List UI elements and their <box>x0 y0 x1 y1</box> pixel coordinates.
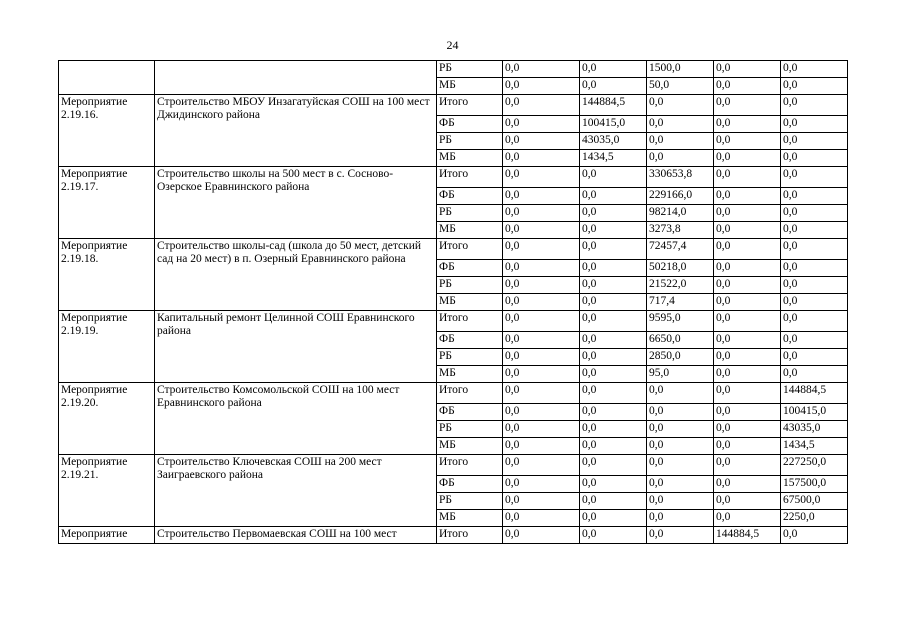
source-cell: МБ <box>437 438 503 455</box>
value-cell: 95,0 <box>647 366 714 383</box>
description-cell <box>155 61 437 95</box>
value-cell: 0,0 <box>781 150 848 167</box>
table-row <box>59 61 848 78</box>
value-cell: 0,0 <box>503 438 580 455</box>
value-cell: 0,0 <box>647 404 714 421</box>
value-cell: 0,0 <box>781 167 848 188</box>
value-cell: 0,0 <box>714 61 781 78</box>
source-cell: Итого <box>437 95 503 116</box>
value-cell: 0,0 <box>781 116 848 133</box>
source-cell: МБ <box>437 222 503 239</box>
value-cell: 72457,4 <box>647 239 714 260</box>
value-cell: 0,0 <box>714 133 781 150</box>
value-cell: 0,0 <box>647 438 714 455</box>
value-cell: 0,0 <box>580 205 647 222</box>
value-cell: 0,0 <box>714 116 781 133</box>
value-cell: 0,0 <box>503 383 580 404</box>
value-cell: 0,0 <box>714 510 781 527</box>
table-row <box>59 95 848 116</box>
value-cell: 0,0 <box>714 95 781 116</box>
value-cell: 0,0 <box>503 167 580 188</box>
value-cell: 0,0 <box>503 527 580 544</box>
value-cell: 0,0 <box>781 332 848 349</box>
value-cell: 0,0 <box>647 95 714 116</box>
value-cell: 0,0 <box>503 404 580 421</box>
value-cell: 0,0 <box>647 476 714 493</box>
value-cell: 0,0 <box>781 188 848 205</box>
value-cell: 0,0 <box>714 239 781 260</box>
value-cell: 67500,0 <box>781 493 848 510</box>
value-cell: 0,0 <box>714 205 781 222</box>
value-cell: 0,0 <box>781 311 848 332</box>
value-cell: 229166,0 <box>647 188 714 205</box>
value-cell: 0,0 <box>647 133 714 150</box>
value-cell: 9595,0 <box>647 311 714 332</box>
value-cell: 0,0 <box>580 404 647 421</box>
value-cell: 0,0 <box>580 527 647 544</box>
value-cell: 1434,5 <box>580 150 647 167</box>
value-cell: 43035,0 <box>580 133 647 150</box>
table-body <box>59 61 848 544</box>
value-cell: 717,4 <box>647 294 714 311</box>
value-cell: 0,0 <box>503 260 580 277</box>
source-cell: ФБ <box>437 260 503 277</box>
value-cell: 0,0 <box>714 188 781 205</box>
value-cell: 100415,0 <box>781 404 848 421</box>
value-cell: 0,0 <box>580 455 647 476</box>
value-cell: 3273,8 <box>647 222 714 239</box>
value-cell: 0,0 <box>714 260 781 277</box>
value-cell: 0,0 <box>647 116 714 133</box>
value-cell: 2850,0 <box>647 349 714 366</box>
source-cell: РБ <box>437 133 503 150</box>
page-number: 24 <box>446 38 459 52</box>
description-cell: Строительство МБОУ Инзагатуйская СОШ на 100 мест Джидинского района <box>155 95 437 167</box>
value-cell: 0,0 <box>580 366 647 383</box>
table-row <box>59 167 848 188</box>
value-cell: 0,0 <box>781 61 848 78</box>
value-cell: 0,0 <box>580 438 647 455</box>
value-cell: 0,0 <box>580 260 647 277</box>
value-cell: 0,0 <box>580 311 647 332</box>
value-cell: 0,0 <box>714 311 781 332</box>
value-cell: 0,0 <box>781 527 848 544</box>
source-cell: Итого <box>437 455 503 476</box>
source-cell: ФБ <box>437 476 503 493</box>
value-cell: 6650,0 <box>647 332 714 349</box>
value-cell: 0,0 <box>503 61 580 78</box>
event-cell <box>59 61 155 95</box>
value-cell: 0,0 <box>503 349 580 366</box>
description-cell: Строительство школы-сад (школа до 50 мест, детский сад на 20 мест) в п. Озерный Еравнинского района <box>155 239 437 311</box>
value-cell: 0,0 <box>503 455 580 476</box>
value-cell: 0,0 <box>503 421 580 438</box>
value-cell: 0,0 <box>781 205 848 222</box>
value-cell: 0,0 <box>781 222 848 239</box>
source-cell: МБ <box>437 510 503 527</box>
table-row <box>59 239 848 260</box>
value-cell: 50218,0 <box>647 260 714 277</box>
value-cell: 0,0 <box>714 78 781 95</box>
event-cell: Мероприятие 2.19.16. <box>59 95 155 167</box>
value-cell: 0,0 <box>781 239 848 260</box>
value-cell: 0,0 <box>503 510 580 527</box>
source-cell: ФБ <box>437 116 503 133</box>
value-cell: 50,0 <box>647 78 714 95</box>
source-cell: Итого <box>437 311 503 332</box>
value-cell: 2250,0 <box>781 510 848 527</box>
value-cell: 157500,0 <box>781 476 848 493</box>
value-cell: 0,0 <box>580 493 647 510</box>
value-cell: 0,0 <box>580 349 647 366</box>
value-cell: 0,0 <box>781 133 848 150</box>
value-cell: 0,0 <box>503 493 580 510</box>
value-cell: 0,0 <box>647 421 714 438</box>
value-cell: 0,0 <box>647 493 714 510</box>
value-cell: 0,0 <box>503 222 580 239</box>
value-cell: 0,0 <box>580 277 647 294</box>
table-row <box>59 383 848 404</box>
value-cell: 0,0 <box>503 239 580 260</box>
source-cell: Итого <box>437 239 503 260</box>
source-cell: МБ <box>437 150 503 167</box>
value-cell: 1434,5 <box>781 438 848 455</box>
value-cell: 0,0 <box>580 78 647 95</box>
value-cell: 0,0 <box>503 116 580 133</box>
value-cell: 43035,0 <box>781 421 848 438</box>
table-row <box>59 311 848 332</box>
value-cell: 227250,0 <box>781 455 848 476</box>
value-cell: 1500,0 <box>647 61 714 78</box>
value-cell: 0,0 <box>781 349 848 366</box>
source-cell: ФБ <box>437 332 503 349</box>
value-cell: 0,0 <box>503 277 580 294</box>
description-cell: Капитальный ремонт Целинной СОШ Еравнинского района <box>155 311 437 383</box>
value-cell: 0,0 <box>781 366 848 383</box>
description-cell: Строительство Комсомольской СОШ на 100 мест Еравнинского района <box>155 383 437 455</box>
value-cell: 0,0 <box>647 510 714 527</box>
value-cell: 0,0 <box>714 421 781 438</box>
source-cell: РБ <box>437 493 503 510</box>
value-cell: 0,0 <box>714 294 781 311</box>
value-cell: 0,0 <box>580 222 647 239</box>
event-cell: Мероприятие 2.19.20. <box>59 383 155 455</box>
source-cell: МБ <box>437 78 503 95</box>
value-cell: 0,0 <box>714 476 781 493</box>
table-row <box>59 527 848 544</box>
source-cell: РБ <box>437 61 503 78</box>
value-cell: 144884,5 <box>580 95 647 116</box>
value-cell: 0,0 <box>714 150 781 167</box>
source-cell: ФБ <box>437 404 503 421</box>
value-cell: 0,0 <box>503 188 580 205</box>
value-cell: 0,0 <box>781 78 848 95</box>
value-cell: 0,0 <box>580 510 647 527</box>
description-cell: Строительство Ключевская СОШ на 200 мест Заиграевского района <box>155 455 437 527</box>
value-cell: 0,0 <box>580 332 647 349</box>
value-cell: 0,0 <box>714 167 781 188</box>
value-cell: 0,0 <box>647 527 714 544</box>
source-cell: Итого <box>437 383 503 404</box>
value-cell: 0,0 <box>580 383 647 404</box>
source-cell: РБ <box>437 421 503 438</box>
value-cell: 0,0 <box>714 404 781 421</box>
value-cell: 0,0 <box>647 455 714 476</box>
value-cell: 0,0 <box>714 383 781 404</box>
value-cell: 21522,0 <box>647 277 714 294</box>
value-cell: 0,0 <box>580 476 647 493</box>
value-cell: 0,0 <box>714 222 781 239</box>
source-cell: Итого <box>437 167 503 188</box>
table-row <box>59 455 848 476</box>
value-cell: 0,0 <box>503 332 580 349</box>
event-cell: Мероприятие <box>59 527 155 544</box>
source-cell: РБ <box>437 205 503 222</box>
value-cell: 330653,8 <box>647 167 714 188</box>
value-cell: 0,0 <box>503 150 580 167</box>
event-cell: Мероприятие 2.19.19. <box>59 311 155 383</box>
value-cell: 0,0 <box>580 188 647 205</box>
value-cell: 0,0 <box>580 239 647 260</box>
value-cell: 0,0 <box>714 493 781 510</box>
value-cell: 0,0 <box>503 294 580 311</box>
value-cell: 0,0 <box>714 455 781 476</box>
value-cell: 0,0 <box>714 438 781 455</box>
value-cell: 0,0 <box>781 95 848 116</box>
value-cell: 0,0 <box>781 260 848 277</box>
source-cell: МБ <box>437 294 503 311</box>
event-cell: Мероприятие 2.19.17. <box>59 167 155 239</box>
value-cell: 0,0 <box>503 133 580 150</box>
value-cell: 0,0 <box>714 332 781 349</box>
description-cell: Строительство Первомаевская СОШ на 100 мест <box>155 527 437 544</box>
value-cell: 0,0 <box>781 294 848 311</box>
value-cell: 0,0 <box>503 476 580 493</box>
source-cell: ФБ <box>437 188 503 205</box>
source-cell: РБ <box>437 349 503 366</box>
value-cell: 0,0 <box>580 61 647 78</box>
value-cell: 100415,0 <box>580 116 647 133</box>
value-cell: 0,0 <box>647 150 714 167</box>
value-cell: 0,0 <box>503 311 580 332</box>
description-cell: Строительство школы на 500 мест в с. Сосново-Озерское Еравнинского района <box>155 167 437 239</box>
event-cell: Мероприятие 2.19.21. <box>59 455 155 527</box>
value-cell: 144884,5 <box>714 527 781 544</box>
value-cell: 0,0 <box>503 78 580 95</box>
budget-table <box>58 60 848 544</box>
value-cell: 98214,0 <box>647 205 714 222</box>
value-cell: 0,0 <box>580 421 647 438</box>
value-cell: 0,0 <box>647 383 714 404</box>
value-cell: 0,0 <box>580 167 647 188</box>
event-cell: Мероприятие 2.19.18. <box>59 239 155 311</box>
source-cell: МБ <box>437 366 503 383</box>
source-cell: РБ <box>437 277 503 294</box>
value-cell: 0,0 <box>714 277 781 294</box>
value-cell: 0,0 <box>781 277 848 294</box>
value-cell: 0,0 <box>580 294 647 311</box>
value-cell: 0,0 <box>503 205 580 222</box>
value-cell: 0,0 <box>714 349 781 366</box>
value-cell: 0,0 <box>503 95 580 116</box>
source-cell: Итого <box>437 527 503 544</box>
value-cell: 0,0 <box>714 366 781 383</box>
value-cell: 144884,5 <box>781 383 848 404</box>
value-cell: 0,0 <box>503 366 580 383</box>
